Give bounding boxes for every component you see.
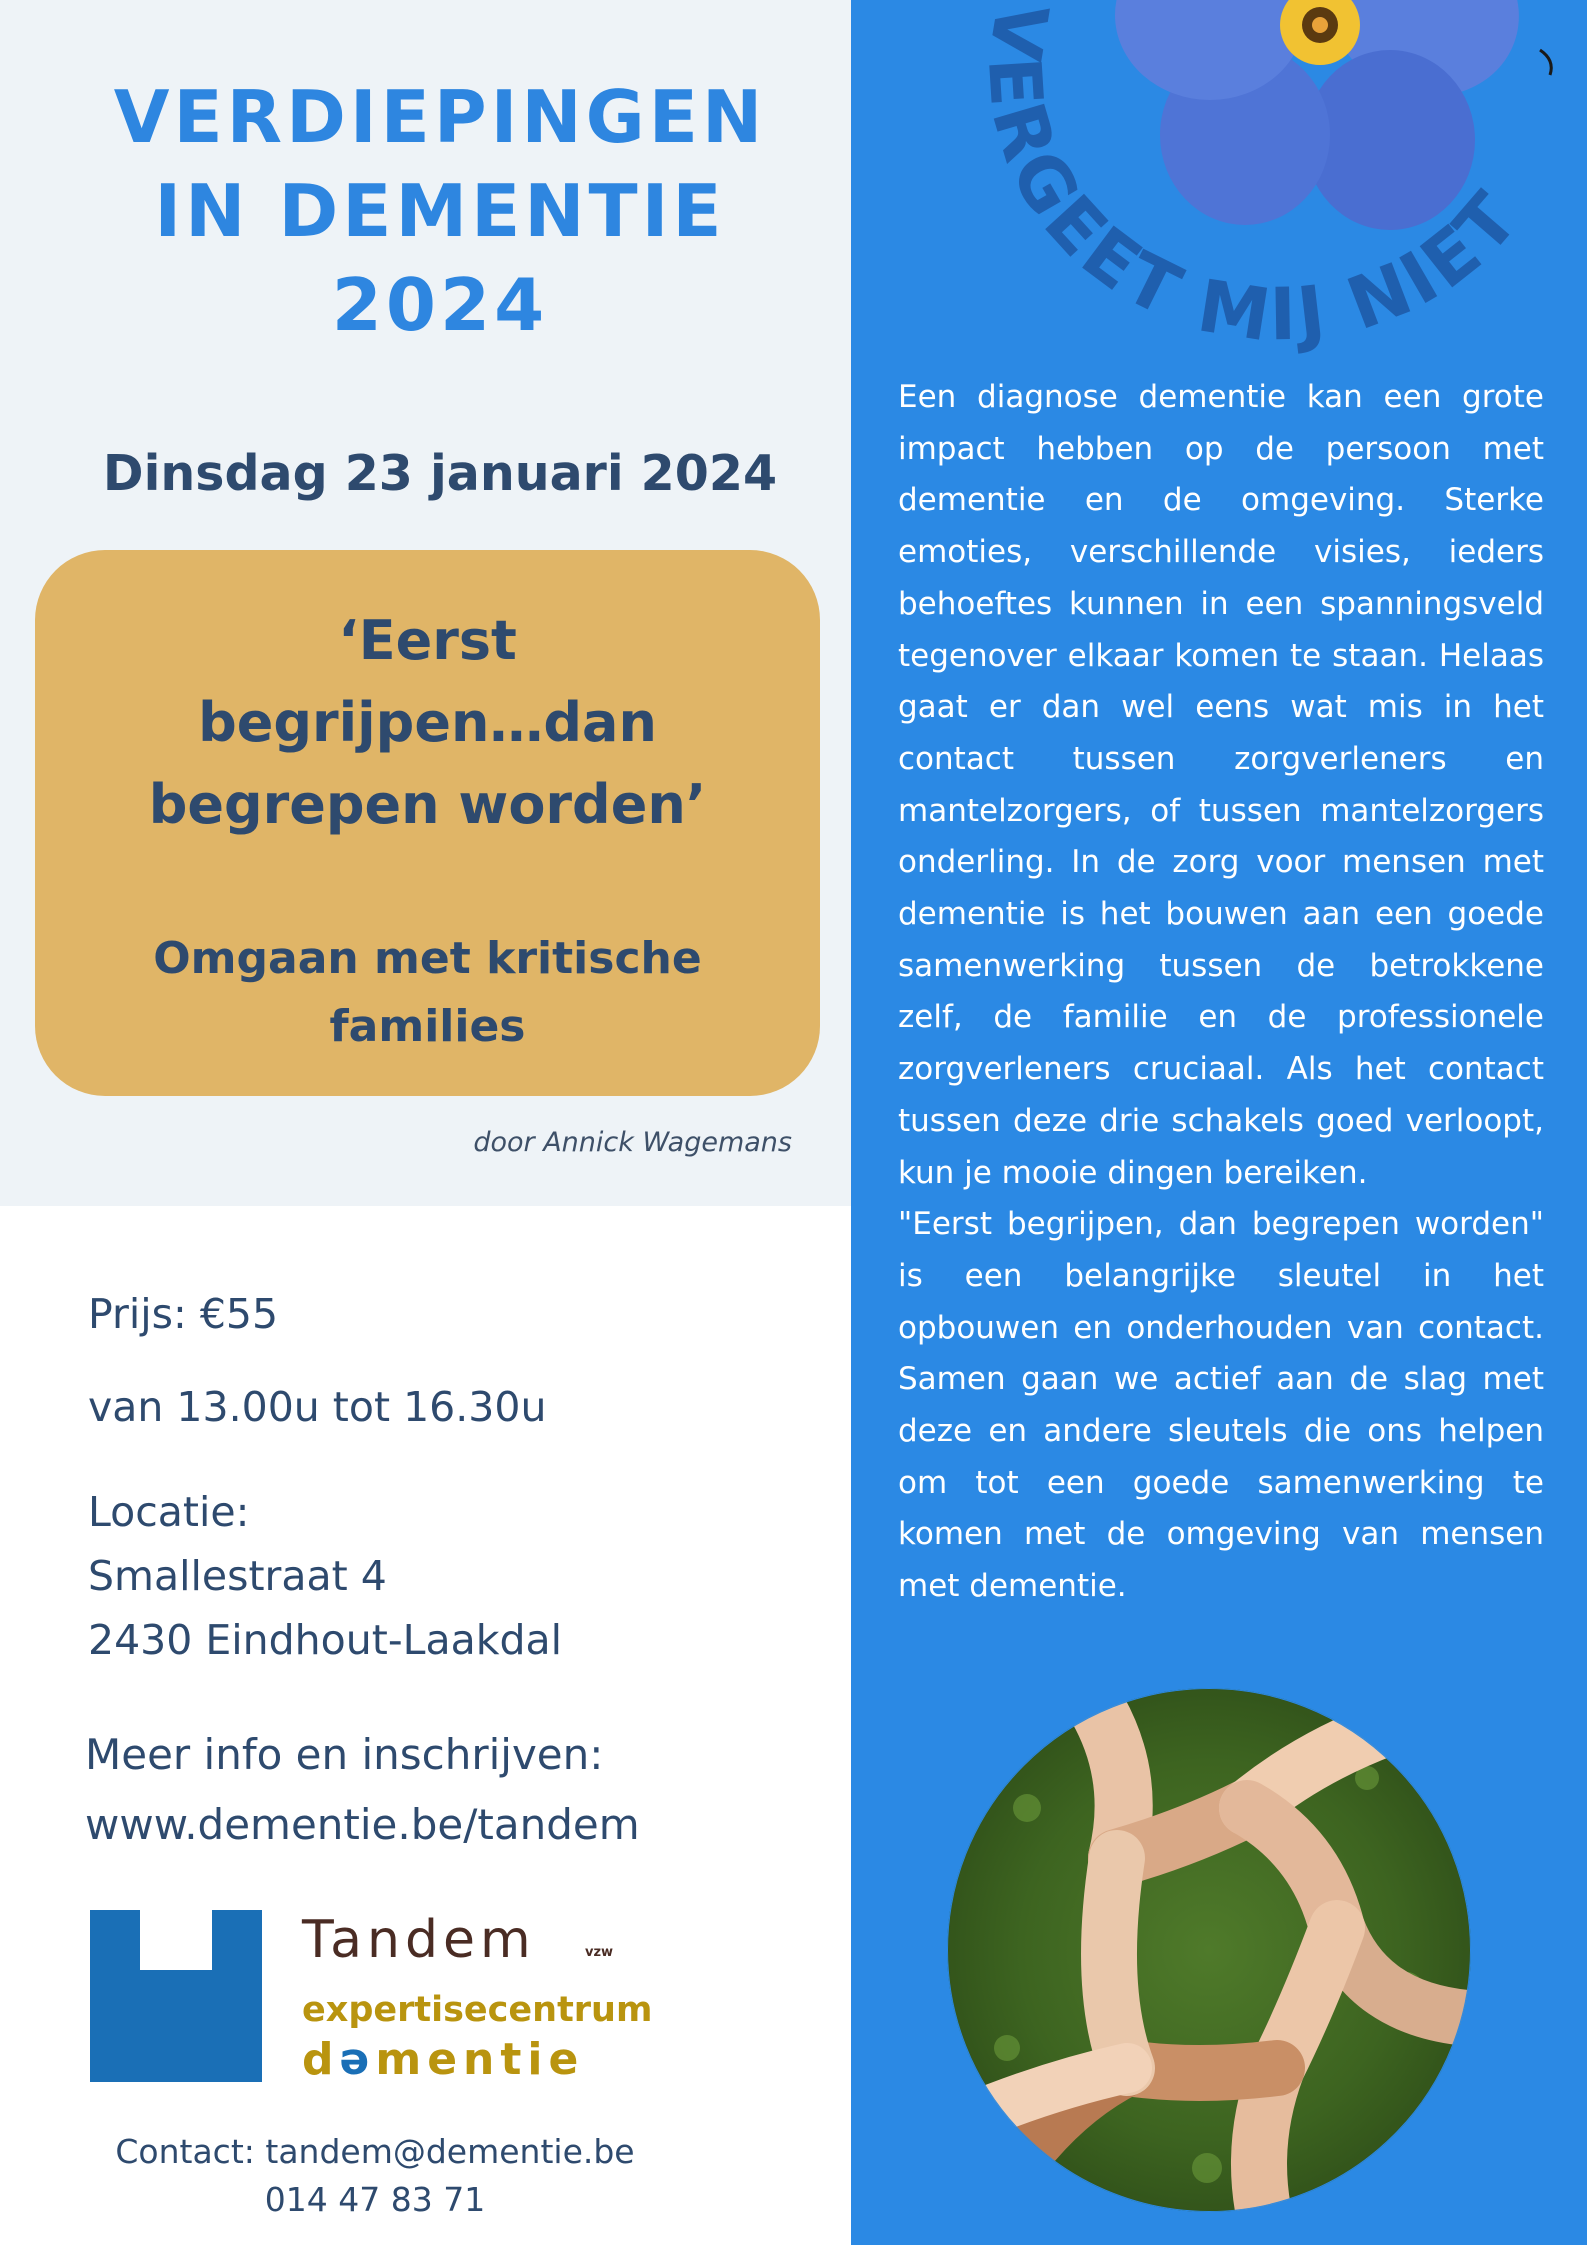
- contact-block: [0, 2128, 750, 2224]
- title-line-1: VERDIEPINGEN: [113, 75, 767, 159]
- logo-line-2-b: mentie: [375, 2034, 585, 2085]
- session-quote: [35, 600, 820, 846]
- logo-line-2: [302, 2034, 584, 2085]
- subtitle-line-2: families: [329, 1001, 526, 1052]
- arc-slogan-text: VERGEET MIJ NIET: [971, 0, 1537, 359]
- quote-line-2: begrijpen…dan: [198, 691, 657, 754]
- contact-email[interactable]: Contact: tandem@dementie.be: [115, 2132, 635, 2171]
- logo-line-2-e: ə: [339, 2034, 376, 2085]
- description-paragraph-2: "Eerst begrijpen, dan begrepen worden" is een belangrijke sleutel in het opbouwen en onderhouden van contact. Samen gaan we actief aan de slag met deze en andere sleutels die ons helpen om tot een goede samenwerking te komen met de omgeving van mensen met dementie.: [898, 1206, 1544, 1605]
- tandem-logo-icon: [90, 1910, 262, 2082]
- price-text: Prijs: €55: [88, 1290, 279, 1338]
- event-date: Dinsdag 23 januari 2024: [102, 445, 778, 502]
- address-street: Smallestraat 4: [88, 1552, 387, 1600]
- website-link[interactable]: www.dementie.be/tandem: [85, 1800, 640, 1849]
- logo-line-1: expertisecentrum: [302, 1990, 653, 2030]
- logo-line-2-a: d: [302, 2034, 340, 2085]
- title-line-2: IN DEMENTIE: [154, 169, 726, 253]
- hands-circle-photo: [947, 1688, 1471, 2212]
- logo-name: Tandem: [302, 1910, 536, 1970]
- session-author: door Annick Wagemans: [473, 1127, 792, 1158]
- description-text: [898, 372, 1544, 1613]
- logo-suffix: vzw: [585, 1945, 614, 1960]
- contact-phone: 014 47 83 71: [264, 2180, 486, 2219]
- arc-slogan: [940, 0, 1587, 370]
- quote-line-3: begrepen worden’: [148, 773, 707, 836]
- time-text: van 13.00u tot 16.30u: [88, 1383, 547, 1431]
- location-label: Locatie:: [88, 1488, 250, 1536]
- location-block: [88, 1480, 562, 1672]
- description-paragraph-1: Een diagnose dementie kan een grote impact hebben op de persoon met dementie en de omgeving. Sterke emoties, verschillende visies, ieders behoeftes kunnen in een spanningsveld tegenover elkaar komen te staan. Helaas gaat er dan wel eens wat mis in het contact tussen zorgverleners en mantelzorgers, of tussen mantelzorgers onderling. In de zorg voor mensen met dementie is het bouwen aan een goede samenwerking tussen de betrokkene zelf, de familie en de professionele zorgverleners cruciaal. Als het contact tussen deze drie schakels goed verloopt, kun je mooie dingen bereiken.: [898, 379, 1544, 1191]
- title-line-3: 2024: [331, 263, 549, 347]
- subtitle-line-1: Omgaan met kritische: [153, 933, 702, 984]
- more-info-block: [85, 1720, 640, 1860]
- session-subtitle: [35, 925, 820, 1061]
- more-info-label: Meer info en inschrijven:: [85, 1730, 604, 1779]
- address-city: 2430 Eindhout-Laakdal: [88, 1616, 562, 1664]
- page-title: [0, 70, 880, 352]
- quote-line-1: ‘Eerst: [338, 609, 517, 672]
